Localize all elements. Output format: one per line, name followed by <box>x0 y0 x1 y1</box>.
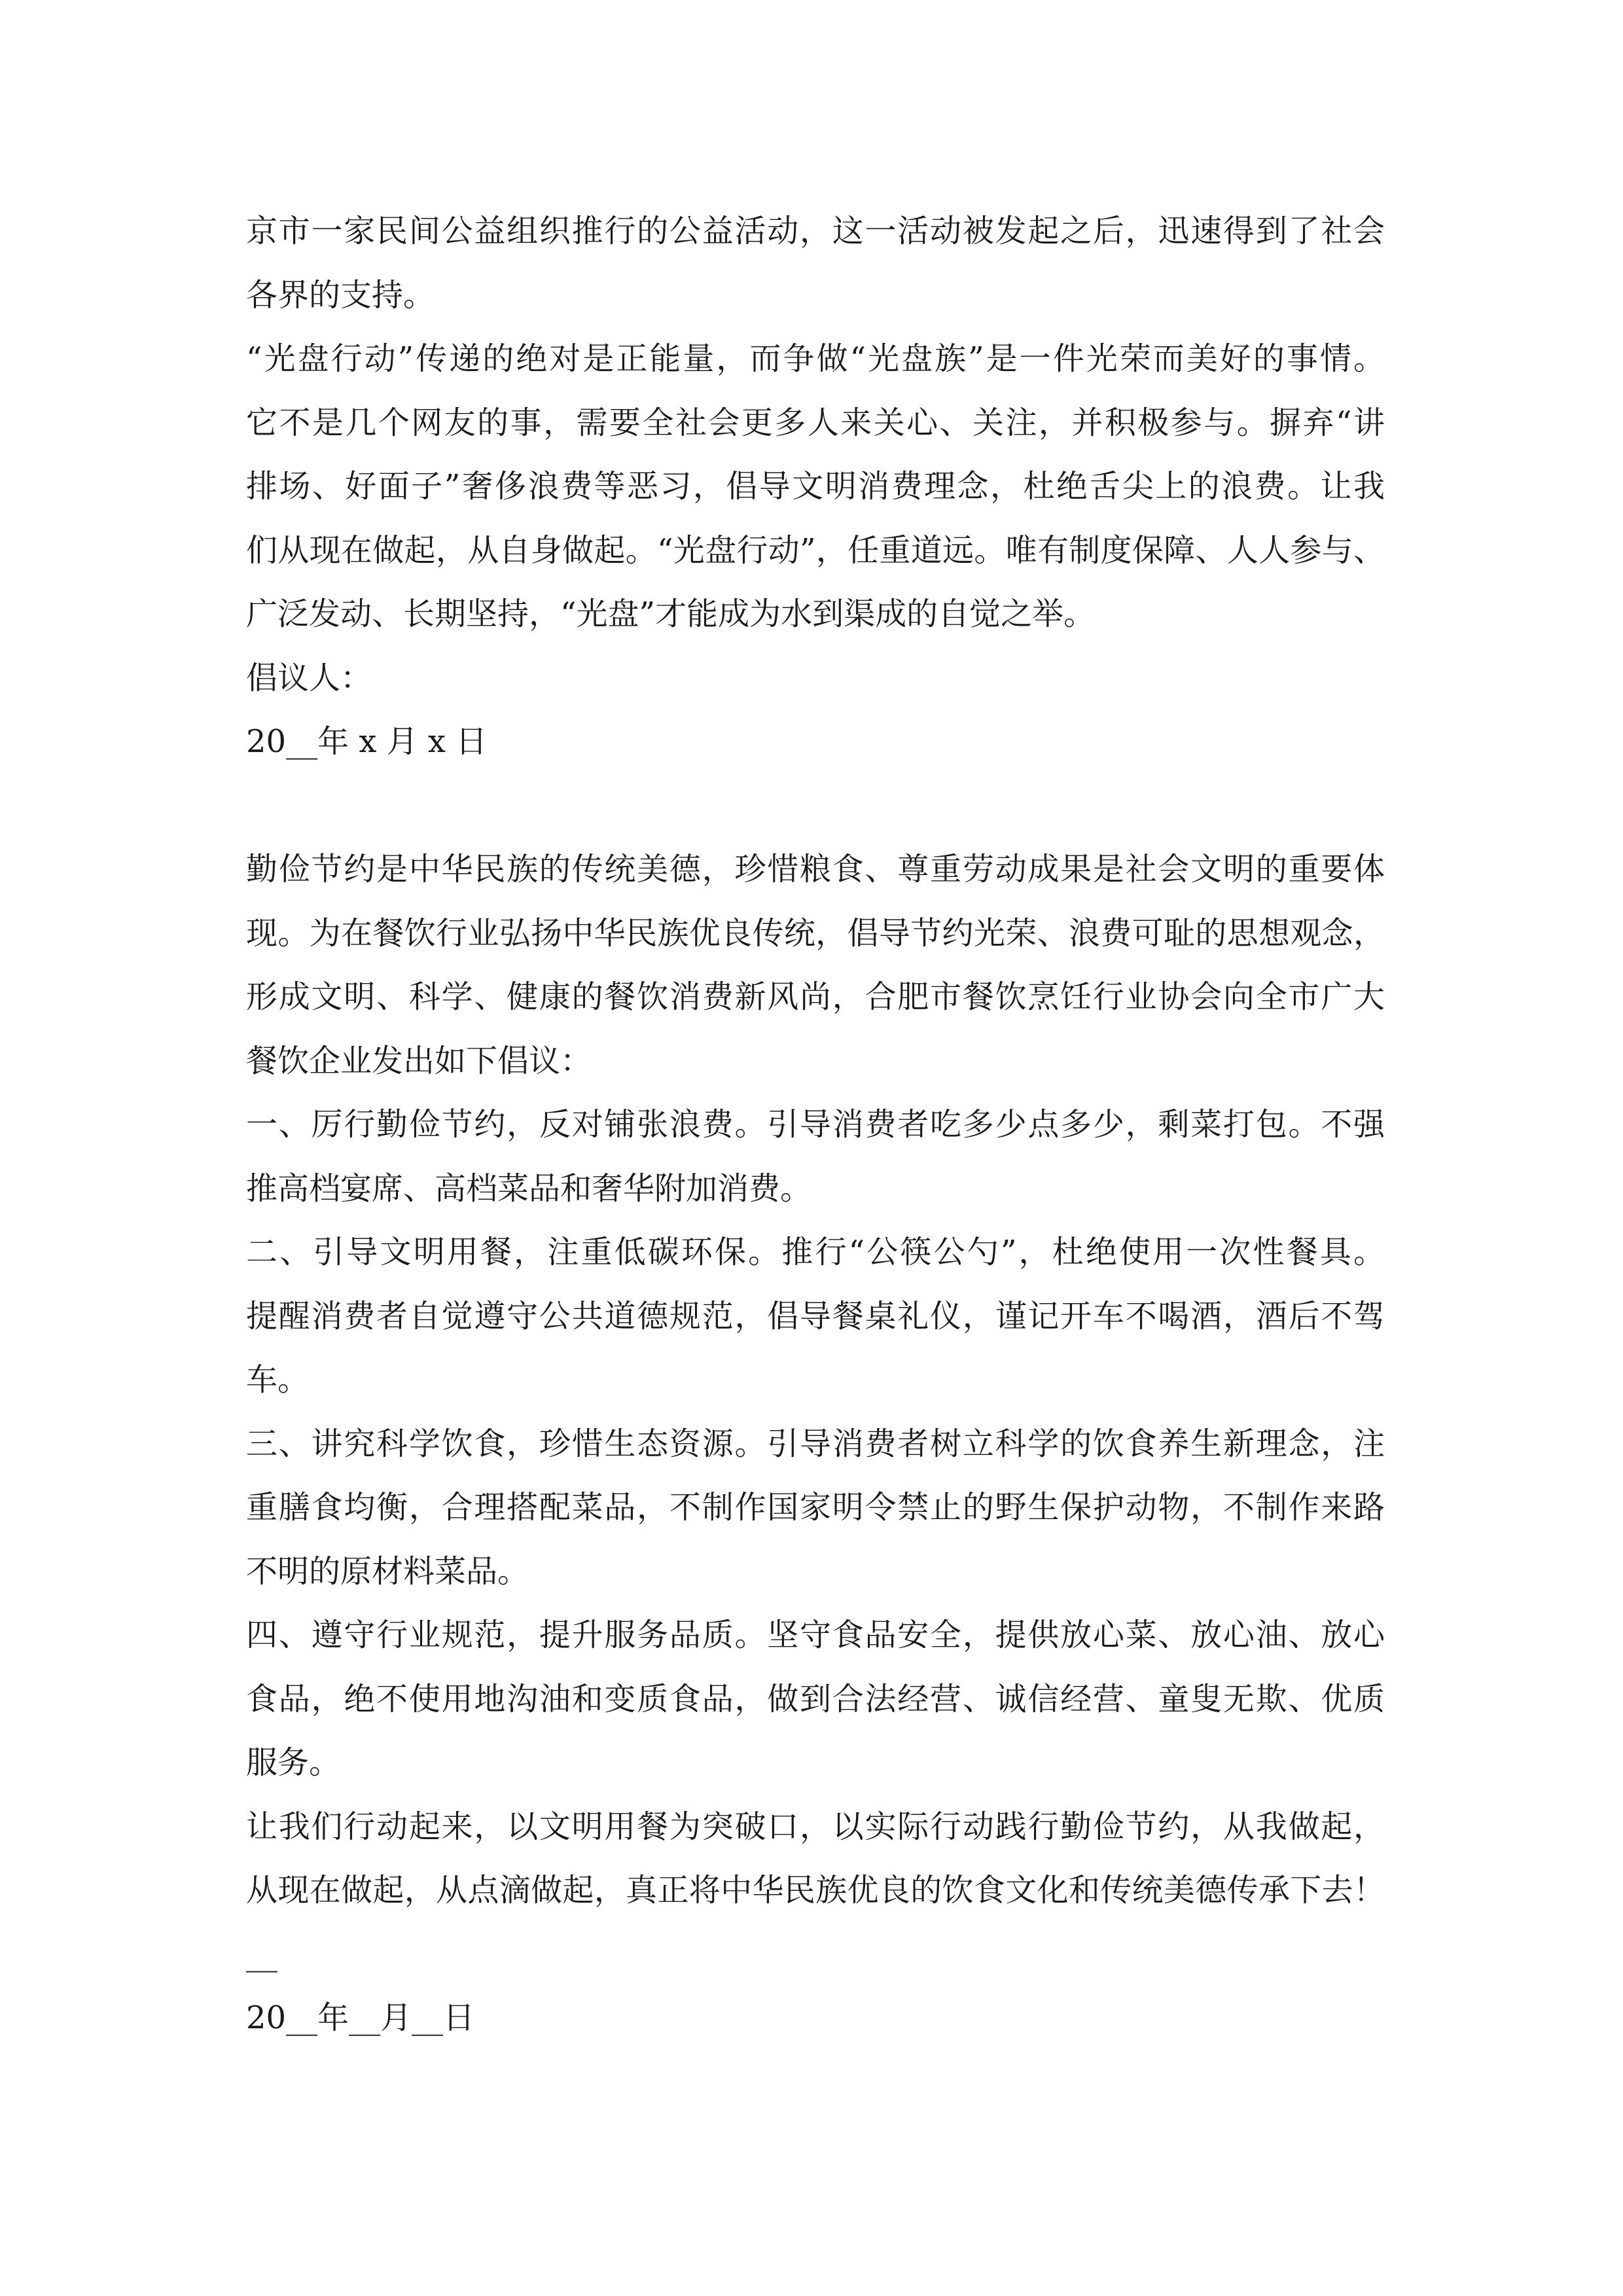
paragraph-line: 现。为在餐饮行业弘扬中华民族优良传统，倡导节约光荣、浪费可耻的思想观念， <box>246 914 1385 952</box>
date-line: 20__年 x 月 x 日 <box>246 723 488 760</box>
paragraph-line: 食品，绝不使用地沟油和变质食品，做到合法经营、诚信经营、童叟无欺、优质 <box>246 1680 1385 1717</box>
paragraph-line: 推高档宴席、高档菜品和奢华附加消费。 <box>246 1170 812 1207</box>
paragraph-line: 四、遵守行业规范，提升服务品质。坚守食品安全，提供放心菜、放心油、放心 <box>246 1617 1385 1653</box>
paragraph-line: 勤俭节约是中华民族的传统美德，珍惜粮食、尊重劳动成果是社会文明的重要体 <box>246 851 1385 888</box>
document-body <box>246 200 1385 2051</box>
paragraph-line: 不明的原材料菜品。 <box>246 1552 529 1590</box>
paragraph-line: 它不是几个网友的事，需要全社会更多人来关心、关注，并积极参与。摒弃“讲 <box>246 404 1385 441</box>
paragraph-line: 们从现在做起，从自身做起。“光盘行动”，任重道远。唯有制度保障、人人参与、 <box>246 531 1385 569</box>
paragraph-line: 二、引导文明用餐，注重低碳环保。推行“公筷公勺”，杜绝使用一次性餐具。 <box>246 1234 1385 1270</box>
paragraph-line: 车。 <box>246 1361 310 1398</box>
paragraph-line: 提醒消费者自觉遵守公共道德规范，倡导餐桌礼仪，谨记开车不喝酒，酒后不驾 <box>246 1297 1385 1335</box>
paragraph-line: 排场、好面子”奢侈浪费等恶习，倡导文明消费理念，杜绝舌尖上的浪费。让我 <box>246 468 1385 505</box>
paragraph-line: 餐饮企业发出如下倡议： <box>246 1042 592 1079</box>
paragraph-line: 让我们行动起来，以文明用餐为突破口，以实际行动践行勤俭节约，从我做起， <box>246 1808 1385 1845</box>
paragraph-line: 京市一家民间公益组织推行的公益活动，这一活动被发起之后，迅速得到了社会 <box>246 213 1385 249</box>
signature-blank: __ <box>246 1935 277 1973</box>
paragraph-line: 重膳食均衡，合理搭配菜品，不制作国家明令禁止的野生保护动物，不制作来路 <box>246 1489 1385 1526</box>
paragraph-line: 广泛发动、长期坚持，“光盘”才能成为水到渠成的自觉之举。 <box>246 596 1096 632</box>
paragraph-line: 服务。 <box>246 1744 341 1781</box>
paragraph-line: 三、讲究科学饮食，珍惜生态资源。引导消费者树立科学的饮食养生新理念，注 <box>246 1425 1385 1462</box>
paragraph-line: 形成文明、科学、健康的餐饮消费新风尚，合肥市餐饮烹饪行业协会向全市广大 <box>246 978 1385 1015</box>
paragraph-line: 从现在做起，从点滴做起，真正将中华民族优良的饮食文化和传统美德传承下去！ <box>246 1872 1385 1909</box>
paragraph-line: 一、厉行勤俭节约，反对铺张浪费。引导消费者吃多少点多少，剩菜打包。不强 <box>246 1106 1385 1143</box>
signer-label: 倡议人： <box>246 659 372 696</box>
date-line: 20__年__月__日 <box>246 2000 475 2036</box>
paragraph-line: “光盘行动”传递的绝对是正能量，而争做“光盘族”是一件光荣而美好的事情。 <box>246 340 1385 377</box>
paragraph-line: 各界的支持。 <box>246 276 435 314</box>
section-gap <box>246 774 1385 838</box>
